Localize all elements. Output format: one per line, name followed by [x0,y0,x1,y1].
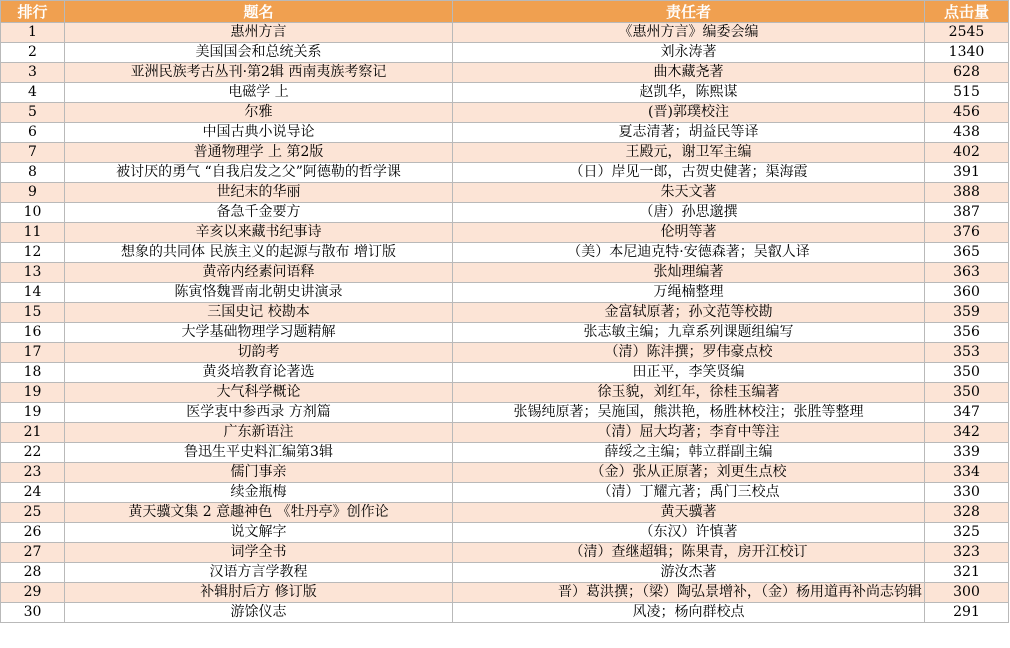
title-cell: 想象的共同体 民族主义的起源与散布 增订版 [65,243,453,263]
author-cell: 伦明等著 [453,223,925,243]
table-row [1,523,1009,543]
rank-cell: 10 [1,203,65,223]
clicks-cell: 323 [925,543,1009,563]
author-cell: 朱天文著 [453,183,925,203]
rank-cell: 17 [1,343,65,363]
author-cell: 王殿元，谢卫军主编 [453,143,925,163]
clicks-cell: 2545 [925,23,1009,43]
title-cell: 惠州方言 [65,23,453,43]
table-row [1,483,1009,503]
rank-cell: 2 [1,43,65,63]
rank-cell: 24 [1,483,65,503]
title-cell: 说文解字 [65,523,453,543]
rank-cell: 1 [1,23,65,43]
title-cell: 中国古典小说导论 [65,123,453,143]
clicks-cell: 360 [925,283,1009,303]
header-author: 责任者 [453,1,925,23]
author-cell: 田正平，李笑贤编 [453,363,925,383]
rank-cell: 11 [1,223,65,243]
rank-cell: 8 [1,163,65,183]
table-row [1,203,1009,223]
rank-cell: 18 [1,363,65,383]
rank-cell: 19 [1,403,65,423]
rank-cell: 22 [1,443,65,463]
title-cell: 大学基础物理学习题精解 [65,323,453,343]
clicks-cell: 391 [925,163,1009,183]
rank-cell: 26 [1,523,65,543]
header-title: 题名 [65,1,453,23]
title-cell: 电磁学 上 [65,83,453,103]
table-row [1,443,1009,463]
title-cell: 续金瓶梅 [65,483,453,503]
rank-cell: 3 [1,63,65,83]
title-cell: 亚洲民族考古丛刊·第2辑 西南夷族考察记 [65,63,453,83]
author-cell: (晋)郭璞校注 [453,103,925,123]
author-cell: 赵凯华，陈熙谋 [453,83,925,103]
clicks-cell: 363 [925,263,1009,283]
clicks-cell: 456 [925,103,1009,123]
title-cell: 备急千金要方 [65,203,453,223]
table-row [1,83,1009,103]
rank-cell: 5 [1,103,65,123]
title-cell: 黄帝内经素问语释 [65,263,453,283]
header-clicks: 点击量 [925,1,1009,23]
table-row [1,163,1009,183]
rank-cell: 23 [1,463,65,483]
title-cell: 游馀仪志 [65,603,453,623]
author-cell: （日）岸见一郎，古贺史健著；渠海霞 [453,163,925,183]
clicks-cell: 365 [925,243,1009,263]
table-row [1,603,1009,623]
clicks-cell: 300 [925,583,1009,603]
rank-cell: 29 [1,583,65,603]
title-cell: 汉语方言学教程 [65,563,453,583]
rank-cell: 28 [1,563,65,583]
clicks-cell: 321 [925,563,1009,583]
author-cell: 万绳楠整理 [453,283,925,303]
table-row [1,423,1009,443]
rank-cell: 16 [1,323,65,343]
author-cell: 晋）葛洪撰；（梁）陶弘景增补，（金）杨用道再补尚志钧辑 [453,583,925,603]
author-cell: 金富轼原著；孙文范等校勘 [453,303,925,323]
clicks-cell: 353 [925,343,1009,363]
clicks-cell: 342 [925,423,1009,443]
clicks-cell: 339 [925,443,1009,463]
author-cell: （东汉）许慎著 [453,523,925,543]
clicks-cell: 291 [925,603,1009,623]
table-row [1,363,1009,383]
author-cell: 《惠州方言》编委会编 [453,23,925,43]
author-cell: 张锡纯原著；吴施国，熊洪艳，杨胜林校注；张胜等整理 [453,403,925,423]
author-cell: （美）本尼迪克特·安德森著；吴叡人译 [453,243,925,263]
rank-cell: 27 [1,543,65,563]
table-row [1,543,1009,563]
table-row [1,583,1009,603]
clicks-cell: 376 [925,223,1009,243]
rank-cell: 21 [1,423,65,443]
table-row [1,23,1009,43]
title-cell: 美国国会和总统关系 [65,43,453,63]
title-cell: 切韵考 [65,343,453,363]
rank-cell: 15 [1,303,65,323]
table-row [1,463,1009,483]
title-cell: 词学全书 [65,543,453,563]
author-cell: 薛绥之主编；韩立群副主编 [453,443,925,463]
clicks-cell: 628 [925,63,1009,83]
title-cell: 黄天骥文集 2 意趣神色 《牡丹亭》创作论 [65,503,453,523]
clicks-cell: 356 [925,323,1009,343]
table-body [1,23,1009,623]
header-row [1,1,1009,23]
table-row [1,343,1009,363]
title-cell: 医学衷中参西录 方剂篇 [65,403,453,423]
author-cell: 黄天骥著 [453,503,925,523]
table-row [1,223,1009,243]
table-row [1,143,1009,163]
clicks-cell: 334 [925,463,1009,483]
table-header [1,1,1009,23]
rank-cell: 19 [1,383,65,403]
rank-cell: 12 [1,243,65,263]
table-row [1,263,1009,283]
table-row [1,563,1009,583]
clicks-cell: 402 [925,143,1009,163]
clicks-cell: 328 [925,503,1009,523]
author-cell: （金）张从正原著；刘更生点校 [453,463,925,483]
author-cell: 风凌；杨向群校点 [453,603,925,623]
clicks-cell: 387 [925,203,1009,223]
rank-cell: 9 [1,183,65,203]
clicks-cell: 325 [925,523,1009,543]
clicks-cell: 515 [925,83,1009,103]
clicks-cell: 1340 [925,43,1009,63]
title-cell: 三国史记 校勘本 [65,303,453,323]
table-row [1,383,1009,403]
table-row [1,403,1009,423]
author-cell: （清）屈大均著；李育中等注 [453,423,925,443]
author-cell: （清）查继超辑；陈果青，房开江校订 [453,543,925,563]
title-cell: 儒门事亲 [65,463,453,483]
title-cell: 黄炎培教育论著选 [65,363,453,383]
rank-cell: 25 [1,503,65,523]
table-row [1,43,1009,63]
header-rank: 排行 [1,1,65,23]
rank-cell: 14 [1,283,65,303]
author-cell: 夏志清著；胡益民等译 [453,123,925,143]
rank-cell: 30 [1,603,65,623]
clicks-cell: 438 [925,123,1009,143]
table-row [1,243,1009,263]
author-cell: 张灿理编著 [453,263,925,283]
table-row [1,103,1009,123]
rank-cell: 7 [1,143,65,163]
clicks-cell: 347 [925,403,1009,423]
table-row [1,303,1009,323]
title-cell: 普通物理学 上 第2版 [65,143,453,163]
title-cell: 辛亥以来藏书纪事诗 [65,223,453,243]
table-row [1,63,1009,83]
author-cell: 曲木藏尧著 [453,63,925,83]
title-cell: 大气科学概论 [65,383,453,403]
table-row [1,123,1009,143]
clicks-cell: 350 [925,383,1009,403]
clicks-cell: 330 [925,483,1009,503]
clicks-cell: 388 [925,183,1009,203]
table-row [1,283,1009,303]
rank-cell: 13 [1,263,65,283]
author-cell: （清）丁耀亢著；禹门三校点 [453,483,925,503]
title-cell: 尔雅 [65,103,453,123]
author-cell: 徐玉貌，刘红年，徐桂玉编著 [453,383,925,403]
table-row [1,183,1009,203]
clicks-cell: 350 [925,363,1009,383]
title-cell: 被讨厌的勇气 “自我启发之父”阿德勒的哲学课 [65,163,453,183]
author-cell: 刘永涛著 [453,43,925,63]
clicks-cell: 359 [925,303,1009,323]
author-cell: 游汝杰著 [453,563,925,583]
author-cell: （唐）孙思邈撰 [453,203,925,223]
title-cell: 广东新语注 [65,423,453,443]
table-row [1,323,1009,343]
title-cell: 世纪末的华丽 [65,183,453,203]
rank-cell: 4 [1,83,65,103]
author-cell: （清）陈沣撰；罗伟豪点校 [453,343,925,363]
rank-cell: 6 [1,123,65,143]
table-row [1,503,1009,523]
title-cell: 陈寅恪魏晋南北朝史讲演录 [65,283,453,303]
author-cell: 张志敏主编；九章系列课题组编写 [453,323,925,343]
title-cell: 鲁迅生平史料汇编第3辑 [65,443,453,463]
title-cell: 补辑肘后方 修订版 [65,583,453,603]
